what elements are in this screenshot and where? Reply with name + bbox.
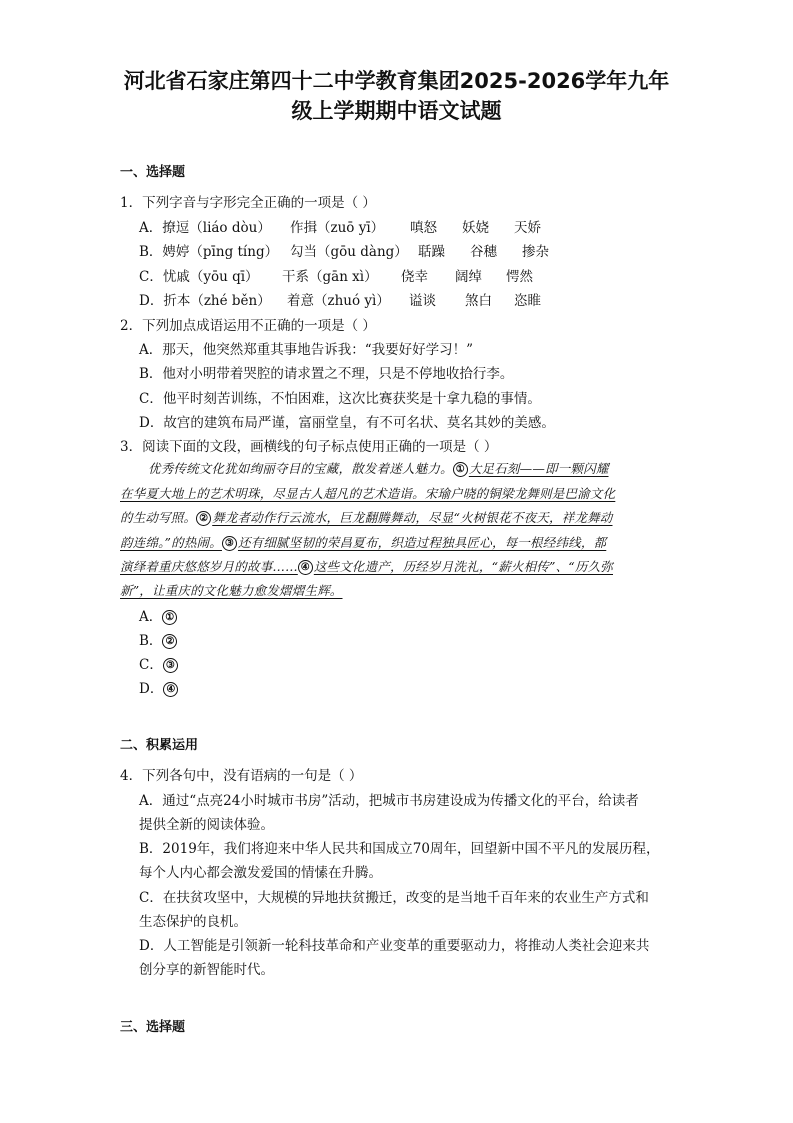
question-4-stem: 4．下列各句中，没有语病的一句是（ ） — [120, 768, 363, 784]
q4-a-line2: 提供全新的阅读体验。 — [139, 817, 274, 833]
q1-d-word5: 恣睢 — [514, 293, 541, 309]
q4-d-line1: D．人工智能是引领新一轮科技革命和产业变革的重要驱动力，将推动人类社会迎来共 — [139, 938, 650, 954]
option-marker: ① — [162, 610, 177, 625]
passage-line-5 — [120, 557, 613, 575]
q1-c-word4: 阔绰 — [455, 269, 482, 285]
q4-b-line2: 每个人内心都会激发爱国的情愫在升腾。 — [139, 865, 382, 881]
question-2-stem: 2．下列加点成语运用不正确的一项是（ ） — [120, 318, 376, 334]
q4-c-line2: 生态保护的良机。 — [139, 914, 247, 930]
question-3-option-b[interactable] — [139, 629, 178, 649]
q1-d-word3: 谥谈 — [409, 293, 436, 309]
question-3-option-a[interactable] — [139, 605, 178, 625]
marker-2: ② — [196, 511, 211, 526]
section-heading-1: 一、选择题 — [120, 165, 186, 180]
question-1-stem: 1．下列字音与字形完全正确的一项是（ ） — [120, 195, 376, 211]
section-heading-2: 二、积累运用 — [120, 738, 199, 753]
option-letter: A． — [139, 609, 163, 625]
q1-d-word2: 着意（zhuó yì） — [287, 293, 390, 309]
passage-line-2: 在华夏大地上的艺术明珠，尽显古人超凡的艺术造诣。宋瑜户晓的铜梁龙舞则是巴渝文化 — [120, 486, 616, 501]
passage-underlined: 大足石刻——即一颗闪耀 — [468, 461, 609, 476]
q1-d-word1: D．折本（zhé běn） — [139, 293, 271, 309]
passage-line-4 — [120, 533, 606, 551]
q4-a-line1: A．通过“点亮24小时城市书房”活动，把城市书房建设成为传播文化的平台，给读者 — [139, 793, 639, 809]
question-2-option-c[interactable]: C．他平时刻苦训练，不怕困难，这次比赛获奖是十拿九稳的事情。 — [139, 391, 541, 407]
q4-c-line1: C．在扶贫攻坚中，大规模的异地扶贫搬迁，改变的是当地千百年来的农业生产方式和 — [139, 890, 649, 906]
passage-line-1 — [148, 459, 609, 477]
q1-a-word1: A．撩逗（liáo dòu） — [139, 220, 271, 236]
option-marker: ② — [162, 634, 177, 649]
question-2-option-b[interactable]: B．他对小明带着哭腔的请求置之不理，只是不停地收拾行李。 — [139, 366, 514, 382]
q1-c-word5: 愕然 — [506, 269, 533, 285]
q1-b-word3: 聒躁 — [418, 244, 445, 260]
q1-d-word4: 煞白 — [465, 293, 492, 309]
option-letter: D． — [139, 681, 164, 697]
title-line-1: 河北省石家庄第四十二中学教育集团2025-2026学年九年 — [123, 69, 670, 93]
passage-underlined: 演绎着重庆悠悠岁月的故事…… — [120, 559, 298, 574]
option-letter: B． — [139, 633, 163, 649]
passage-line-6: 新”，让重庆的文化魅力愈发熠熠生辉。 — [120, 583, 343, 598]
q1-c-word1: C．忧戚（yōu qī） — [139, 269, 259, 285]
q1-b-word4: 谷穗 — [470, 244, 497, 260]
section-heading-3: 三、选择题 — [120, 1020, 186, 1035]
q1-a-word4: 妖娆 — [462, 220, 489, 236]
passage-text: 优秀传统文化犹如绚丽夺目的宝藏，散发着迷人魅力。 — [148, 461, 453, 476]
marker-3: ③ — [222, 536, 237, 551]
option-marker: ④ — [163, 682, 178, 697]
question-3-stem: 3．阅读下面的文段，画横线的句子标点使用正确的一项是（ ） — [120, 439, 498, 455]
q4-b-line1: B．2019年，我们将迎来中华人民共和国成立70周年，回望新中国不平凡的发展历程， — [139, 841, 660, 857]
passage-text: 的生动写照。 — [120, 510, 197, 525]
q1-a-word3: 嗔怒 — [410, 220, 437, 236]
q4-d-line2: 创分享的新智能时代。 — [139, 962, 274, 978]
passage-underlined: 韵连绵。”的热闹。 — [120, 535, 222, 550]
question-2-option-d[interactable]: D．故宫的建筑布局严谨，富丽堂皇，有不可名状、莫名其妙的美感。 — [139, 415, 555, 431]
option-letter: C． — [139, 657, 163, 673]
marker-4: ④ — [298, 560, 313, 575]
q1-a-word2: 作揖（zuō yī） — [290, 220, 385, 236]
passage-underlined: 还有细腻坚韧的荣昌夏布，织造过程独具匠心，每一根经纬线，都 — [237, 535, 607, 550]
passage-line-3 — [120, 508, 613, 526]
option-marker: ③ — [163, 658, 178, 673]
passage-underlined: 这些文化遗产，历经岁月洗礼，“薪火相传”、“历久弥 — [313, 559, 613, 574]
q1-b-word1: B．娉婷（pīng tíng） — [139, 244, 279, 260]
question-3-option-d[interactable] — [139, 677, 179, 697]
q1-a-word5: 天娇 — [514, 220, 541, 236]
q1-b-word2: 勾当（gōu dàng） — [290, 244, 408, 260]
passage-underlined: 舞龙者动作行云流水，巨龙翻腾舞动，尽显“火树银花不夜天，祥龙舞动 — [212, 510, 613, 525]
question-2-option-a[interactable]: A．那天，他突然郑重其事地告诉我：“我要好好学习！” — [139, 342, 474, 358]
document-title — [100, 66, 693, 126]
q1-b-word5: 掺杂 — [522, 244, 549, 260]
q1-c-word2: 干系（gān xì） — [282, 269, 378, 285]
title-line-2: 级上学期期中语文试题 — [291, 99, 502, 123]
q1-c-word3: 侥幸 — [401, 269, 428, 285]
question-3-option-c[interactable] — [139, 653, 179, 673]
marker-1: ① — [453, 462, 468, 477]
